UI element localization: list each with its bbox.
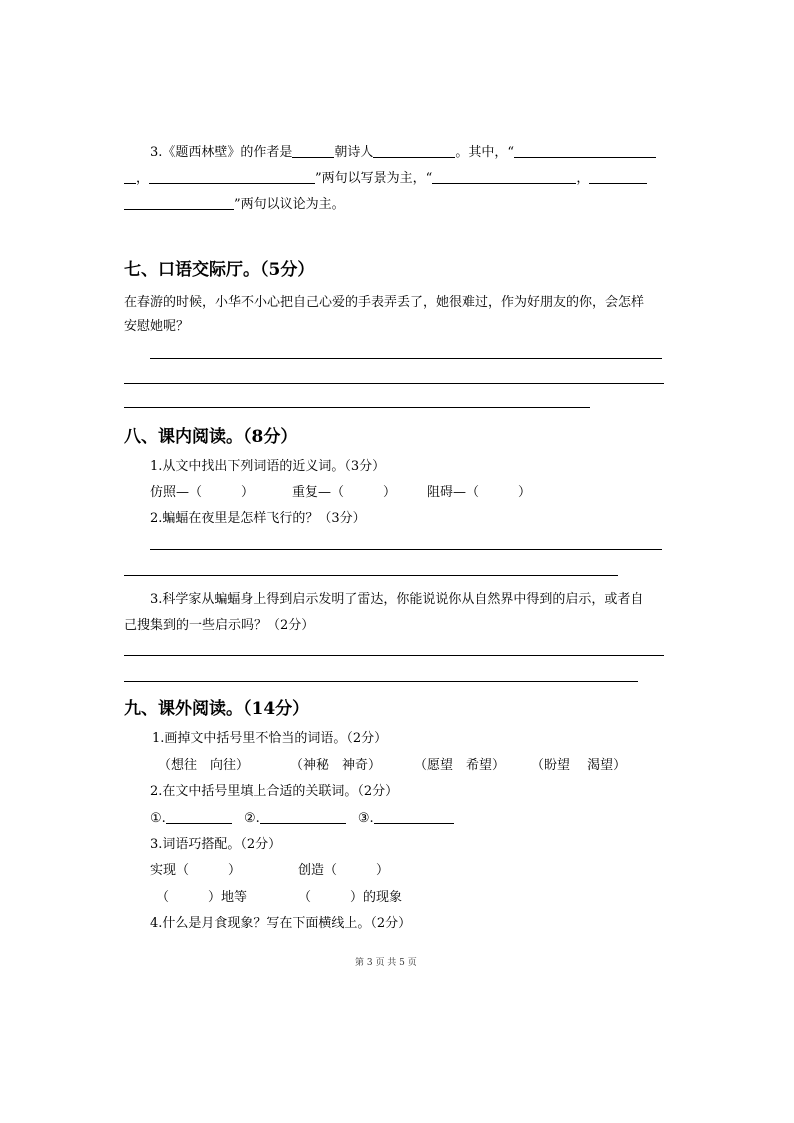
conjunction-blanks: [150, 810, 454, 828]
section-9-q2: 2.在文中括号里填上合适的关联词。（2分）: [150, 784, 399, 799]
page-number: 第 3 页 共 5 页: [355, 958, 417, 968]
marker-3: ③.: [357, 811, 374, 826]
poem-line3-blank[interactable]: [432, 170, 576, 184]
section-8-heading: 八、课内阅读。（8分）: [124, 427, 298, 447]
q6-3-text-1: 3.《题西林壁》的作者是: [150, 145, 293, 160]
conjunction-blank-3[interactable]: [374, 810, 454, 824]
dynasty-blank[interactable]: [292, 144, 334, 158]
word-pair[interactable]: （神秘 神奇）: [290, 758, 382, 773]
match-item[interactable]: （ ）的现象: [298, 890, 403, 905]
q6-3-text-5: ”两句以写景为主，“: [315, 171, 433, 186]
word-pair[interactable]: （想往 向往）: [158, 758, 250, 773]
match-item[interactable]: 实现（ ）: [150, 863, 242, 878]
poem-line2-blank[interactable]: [149, 170, 315, 184]
match-item[interactable]: （ ）地等: [156, 890, 248, 905]
poem-line4-blank-cont[interactable]: [124, 196, 234, 210]
poem-line1-blank[interactable]: [514, 144, 656, 158]
marker-2: ②.: [243, 811, 260, 826]
section-9-q4: 4.什么是月食现象？写在下面横线上。（2分）: [150, 916, 412, 931]
section-9-q1: 1.画掉文中括号里不恰当的词语。（2分）: [152, 731, 388, 746]
section-8-q1: 1.从文中找出下列词语的近义词。（3分）: [150, 459, 386, 474]
q6-3-text-3: 。其中，“: [455, 145, 515, 160]
conjunction-blank-1[interactable]: [166, 810, 232, 824]
match-item[interactable]: 创造（ ）: [298, 863, 390, 878]
section-9-q3: 3.词语巧搭配。（2分）: [150, 837, 282, 852]
question-6-3-line3: [124, 196, 345, 214]
poem-line1-blank-cont[interactable]: [124, 170, 136, 184]
q6-3-text-6: ，: [576, 171, 590, 186]
answer-line[interactable]: [124, 383, 664, 384]
section-7-prompt-line1: 在春游的时候，小华不小心把自己心爱的手表弄丢了，她很难过，作为好朋友的你，会怎样: [124, 295, 645, 310]
question-6-3-line2: [124, 170, 647, 188]
synonym-item[interactable]: 仿照—（ ）: [150, 485, 255, 500]
answer-line[interactable]: [124, 681, 638, 682]
answer-line[interactable]: [124, 655, 664, 656]
poet-blank[interactable]: [373, 144, 455, 158]
synonym-item[interactable]: 重复—（ ）: [292, 485, 397, 500]
question-6-3-line1: [150, 144, 656, 162]
section-8-q3-line1: 3.科学家从蝙蝠身上得到启示发明了雷达，你能说说你从自然界中得到的启示，或者自: [150, 592, 644, 607]
section-9-heading: 九、课外阅读。（14分）: [124, 699, 310, 719]
answer-line[interactable]: [150, 358, 662, 359]
synonym-item[interactable]: 阻碍—（ ）: [427, 485, 532, 500]
marker-1: ①.: [150, 811, 166, 826]
section-8-q2: 2.蝙蝠在夜里是怎样飞行的？（3分）: [150, 511, 366, 526]
poem-line4-blank[interactable]: [589, 170, 647, 184]
word-pair[interactable]: （愿望 希望）: [414, 758, 506, 773]
answer-line[interactable]: [124, 575, 618, 576]
section-7-heading: 七、口语交际厅。（5分）: [124, 260, 315, 280]
word-pair[interactable]: （盼望 渴望）: [531, 758, 627, 773]
answer-line[interactable]: [124, 407, 590, 408]
conjunction-blank-2[interactable]: [260, 810, 346, 824]
section-7-prompt-line2: 安慰她呢？: [124, 319, 190, 334]
section-8-q3-line2: 己搜集到的一些启示吗？（2分）: [124, 618, 315, 633]
q6-3-text-7: ”两句以议论为主。: [234, 197, 345, 212]
q6-3-text-4: ，: [136, 171, 150, 186]
q6-3-text-2: 朝诗人: [334, 145, 374, 160]
answer-line[interactable]: [150, 549, 662, 550]
